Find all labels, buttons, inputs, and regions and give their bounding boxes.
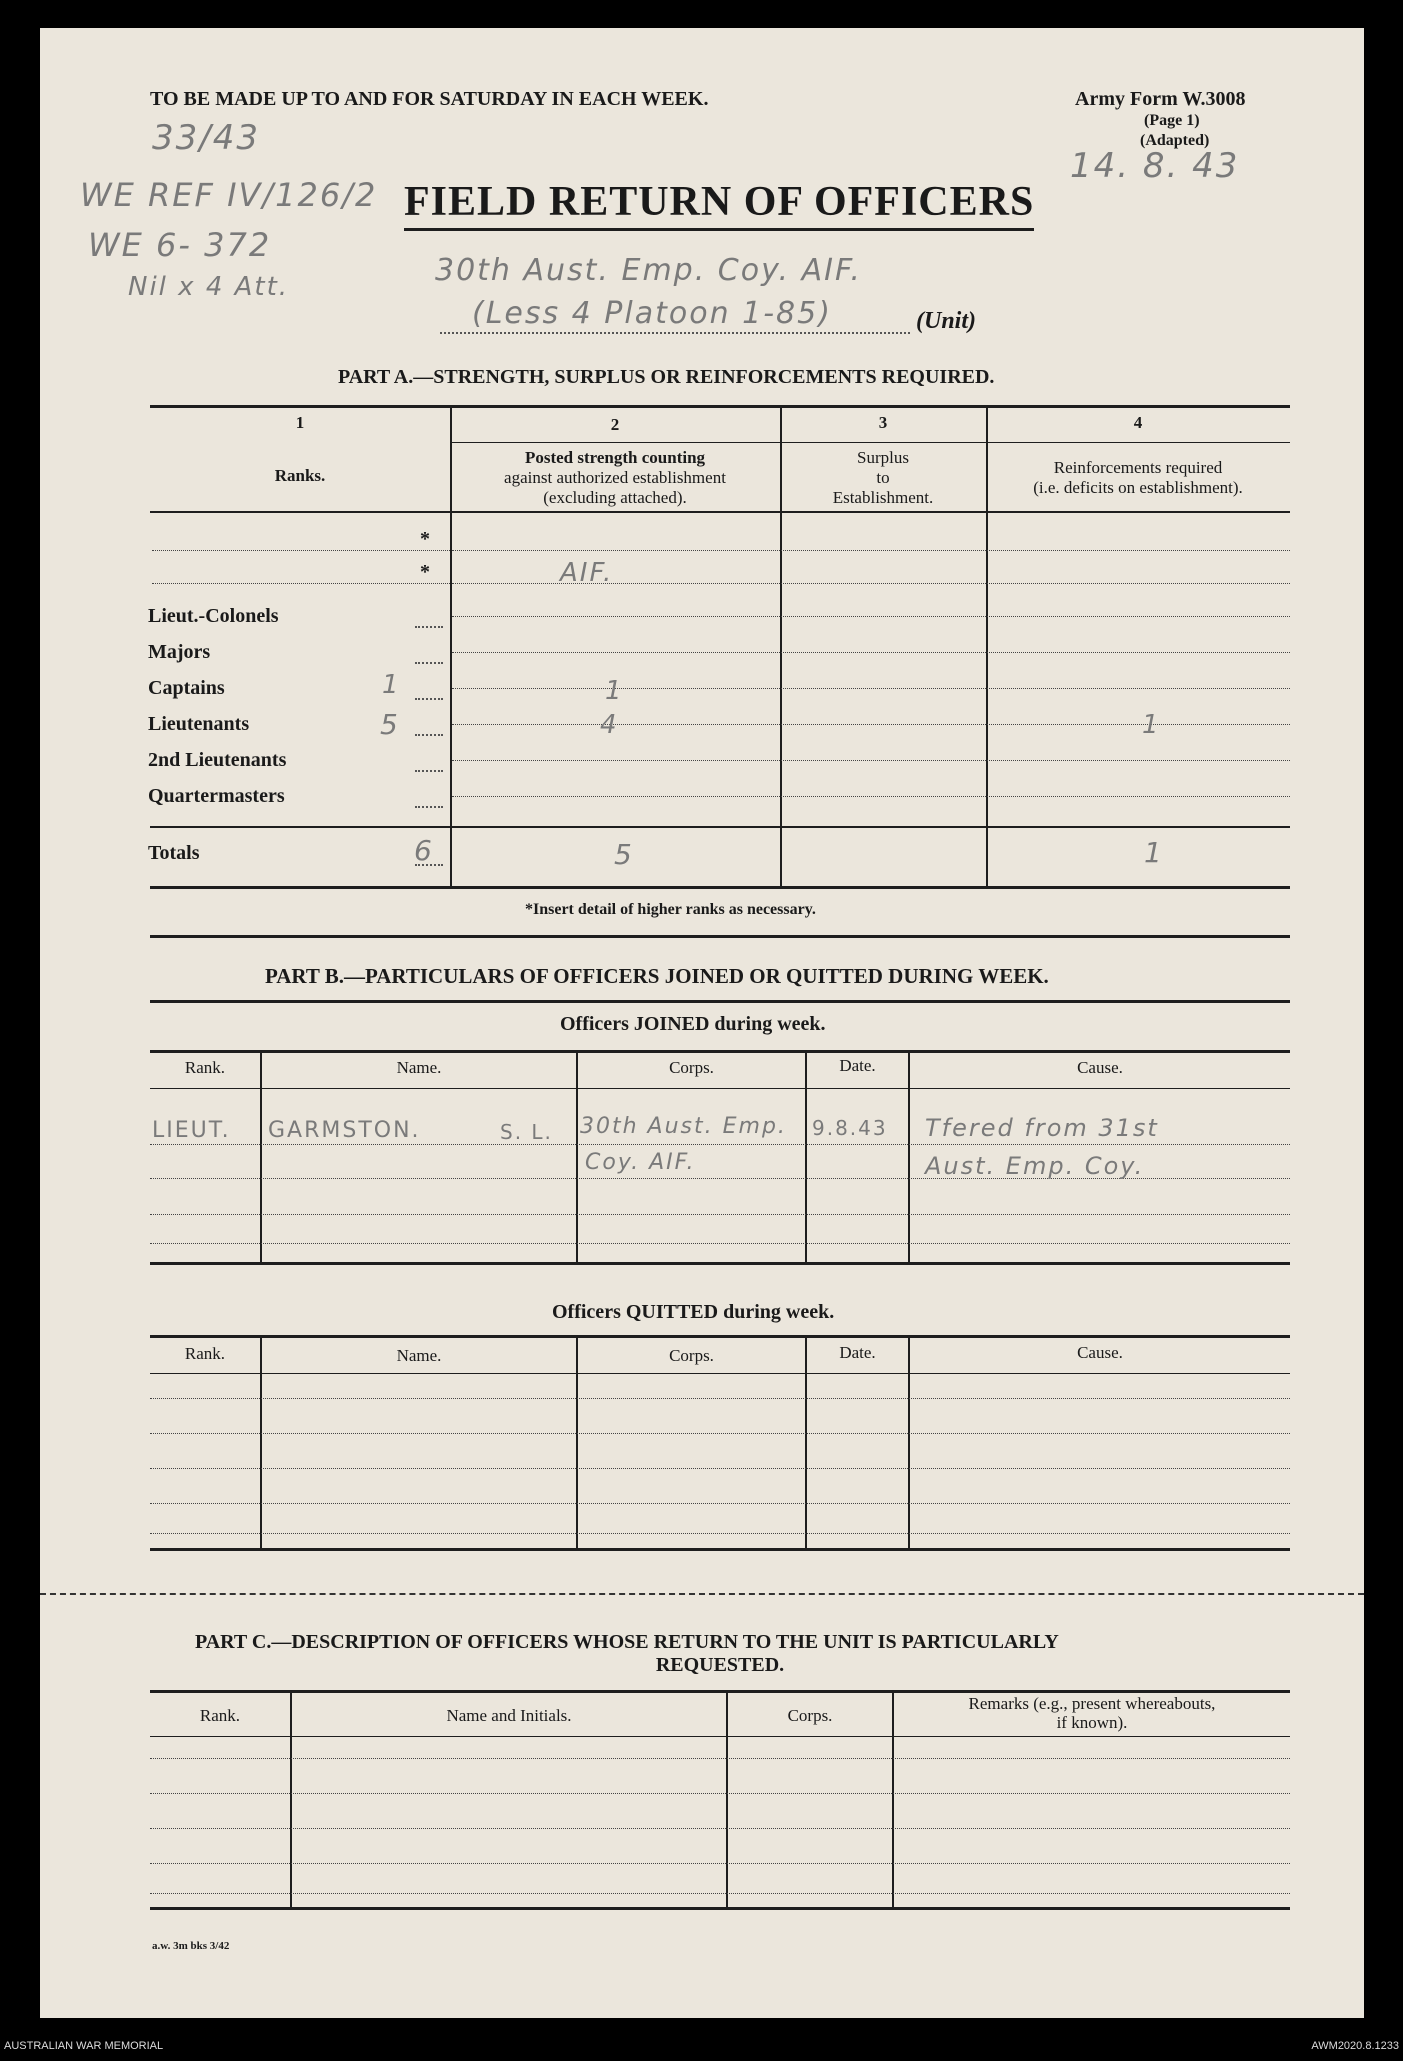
quitted-col-corps: Corps. <box>669 1346 714 1365</box>
grid-line-1 <box>452 550 1290 551</box>
col-surplus-line-1: Surplus <box>857 448 909 467</box>
col-surplus-line-2: to <box>876 468 890 487</box>
totals-est: 6 <box>414 834 434 867</box>
rank-dots-4 <box>415 770 443 772</box>
part-b-top-rule <box>150 1000 1290 1003</box>
part-c-col-name: Name and Initials. <box>446 1706 572 1725</box>
quitted-line-3 <box>150 1468 1290 1469</box>
grid-line-6 <box>452 724 1290 725</box>
totals-rule <box>150 826 1290 828</box>
joined-top-rule <box>150 1050 1290 1053</box>
joined-title: Officers JOINED during week. <box>560 1013 826 1035</box>
joined-col-corps: Corps. <box>669 1058 714 1077</box>
cut-line <box>40 1593 1364 1595</box>
adapted-label: (Adapted) <box>1140 132 1210 149</box>
totals-label: Totals <box>148 842 200 864</box>
remarks-line-2: if known). <box>1056 1713 1128 1732</box>
quitted-top-rule <box>150 1335 1290 1338</box>
col-number-2: 2 <box>610 415 620 434</box>
part-c-line-3 <box>150 1828 1290 1829</box>
joined-col-cause: Cause. <box>1077 1058 1123 1077</box>
col-surplus-header <box>780 448 986 508</box>
grid-line-8 <box>452 796 1290 797</box>
grid-line-3 <box>452 616 1290 617</box>
col-reinf-header <box>986 458 1290 498</box>
joined-line-1 <box>150 1144 1290 1145</box>
printer-mark: a.w. 3m bks 3/42 <box>152 1940 230 1952</box>
col-posted-line-1: Posted strength counting <box>524 448 706 467</box>
quitted-line-1 <box>150 1398 1290 1399</box>
part-c-top-rule <box>150 1690 1290 1693</box>
quitted-header-rule <box>150 1373 1290 1374</box>
quitted-div-4 <box>908 1338 910 1548</box>
joined-corps-line-1: 30th Aust. Emp. <box>580 1114 787 1139</box>
col-reinf-line-1: Reinforcements required <box>1053 458 1223 477</box>
instruction-text: TO BE MADE UP TO AND FOR SATURDAY IN EACH WEEK. <box>150 88 709 110</box>
quitted-line-4 <box>150 1503 1290 1504</box>
joined-line-4 <box>150 1243 1290 1244</box>
rank-dots-5 <box>415 806 443 808</box>
joined-rank-value: LIEUT. <box>152 1118 231 1143</box>
part-c-heading-2: REQUESTED. <box>655 1654 785 1676</box>
joined-line-3 <box>150 1214 1290 1215</box>
part-c-col-rank: Rank. <box>199 1706 241 1725</box>
col-posted-header <box>450 448 780 508</box>
grid-line-5 <box>452 688 1290 689</box>
part-c-heading-1: PART C.—DESCRIPTION OF OFFICERS WHOSE RETURN TO THE UNIT IS PARTICULARLY <box>195 1631 1059 1653</box>
joined-div-3 <box>805 1053 807 1263</box>
rank-captains: Captains <box>148 677 225 699</box>
totals-reinf: 1 <box>1144 836 1164 869</box>
rank-quartermasters: Quartermasters <box>148 785 285 807</box>
unit-dotted-line <box>440 332 910 334</box>
col-ranks-header: Ranks. <box>274 466 326 485</box>
part-a-bottom-rule <box>150 886 1290 889</box>
joined-header-rule <box>150 1088 1290 1089</box>
joined-div-2 <box>576 1053 578 1263</box>
lieutenants-est: 5 <box>380 708 400 741</box>
joined-div-1 <box>260 1053 262 1263</box>
captains-est: 1 <box>382 670 401 700</box>
part-b-heading: PART B.—PARTICULARS OF OFFICERS JOINED OR QUITTED DURING WEEK. <box>265 964 1049 988</box>
captains-posted: 1 <box>605 676 624 706</box>
totals-posted: 5 <box>614 838 634 871</box>
form-title: FIELD RETURN OF OFFICERS <box>404 178 1034 231</box>
joined-cause-line-1: Tfered from 31st <box>925 1114 1159 1142</box>
col-surplus-line-3: Establishment. <box>832 488 934 507</box>
rank-dots-0 <box>415 626 443 628</box>
quitted-div-2 <box>576 1338 578 1548</box>
joined-col-name: Name. <box>396 1058 442 1077</box>
joined-date-value: 9.8.43 <box>812 1116 888 1140</box>
grid-line-2 <box>452 583 1290 584</box>
grid-line-4 <box>452 652 1290 653</box>
col-number-4: 4 <box>1133 413 1143 432</box>
footer-accession: AWM2020.8.1233 <box>1311 2040 1399 2052</box>
star-marker-2: * <box>420 561 430 583</box>
quitted-line-5 <box>150 1533 1290 1534</box>
handwritten-aif: AIF. <box>560 558 614 588</box>
handwritten-ref-1: 33/43 <box>152 118 260 158</box>
joined-col-rank: Rank. <box>184 1058 226 1077</box>
star-row-1-line <box>152 550 450 551</box>
rank-dots-3 <box>415 734 443 736</box>
part-c-col-corps: Corps. <box>787 1706 833 1725</box>
part-c-line-4 <box>150 1863 1290 1864</box>
col-reinf-line-2: (i.e. deficits on establishment). <box>1033 478 1243 497</box>
joined-col-date: Date. <box>839 1056 876 1075</box>
unit-label: (Unit) <box>916 308 976 334</box>
lieutenants-reinf: 1 <box>1142 710 1161 740</box>
rank-dots-2 <box>415 698 443 700</box>
part-c-header-rule <box>150 1736 1290 1737</box>
handwritten-date: 14. 8. 43 <box>1070 146 1240 186</box>
part-a-header-rule <box>150 511 1290 513</box>
lieutenants-posted: 4 <box>600 710 619 740</box>
rank-lieutenants: Lieutenants <box>148 713 250 735</box>
handwritten-ref-4: Nil x 4 Att. <box>128 272 290 302</box>
footer-institution: AUSTRALIAN WAR MEMORIAL <box>4 2040 164 2052</box>
page-number: (Page 1) <box>1144 112 1200 129</box>
quitted-title: Officers QUITTED during week. <box>552 1301 835 1323</box>
star-marker-1: * <box>420 528 430 550</box>
quitted-div-3 <box>805 1338 807 1548</box>
col-number-rule <box>452 442 1290 443</box>
col-posted-line-2: against authorized establishment <box>504 468 726 487</box>
rank-lieut-colonels: Lieut.-Colonels <box>148 605 279 627</box>
col-number-3: 3 <box>878 413 888 432</box>
rank-dots-1 <box>415 662 443 664</box>
part-c-bottom-rule <box>150 1907 1290 1910</box>
quitted-line-2 <box>150 1433 1290 1434</box>
part-a-footnote: *Insert detail of higher ranks as necessary. <box>525 901 816 918</box>
joined-bottom-rule <box>150 1262 1290 1265</box>
col-number-1: 1 <box>295 413 305 432</box>
quitted-bottom-rule <box>150 1548 1290 1551</box>
joined-name-value: GARMSTON. <box>268 1118 421 1143</box>
handwritten-ref-3: WE 6- 372 <box>88 226 272 264</box>
part-c-line-2 <box>150 1793 1290 1794</box>
rank-2nd-lieutenants: 2nd Lieutenants <box>148 749 287 771</box>
star-row-2-line <box>152 583 450 584</box>
joined-initials-value: S. L. <box>500 1120 553 1144</box>
form-number: Army Form W.3008 <box>1075 88 1246 110</box>
form-paper <box>40 28 1364 2018</box>
part-c-line-5 <box>150 1893 1290 1894</box>
handwritten-unit-2: (Less 4 Platoon 1-85) <box>472 296 832 331</box>
rank-majors: Majors <box>148 641 211 663</box>
part-c-line-1 <box>150 1758 1290 1759</box>
quitted-col-name: Name. <box>396 1346 442 1365</box>
part-a-top-rule <box>150 405 1290 408</box>
joined-div-4 <box>908 1053 910 1263</box>
quitted-col-rank: Rank. <box>184 1344 226 1363</box>
quitted-col-date: Date. <box>839 1343 876 1362</box>
handwritten-ref-2: WE REF IV/126/2 <box>80 176 378 214</box>
remarks-line-1: Remarks (e.g., present whereabouts, <box>968 1694 1216 1713</box>
joined-corps-line-2: Coy. AIF. <box>585 1150 696 1175</box>
part-a-heading: PART A.—STRENGTH, SURPLUS OR REINFORCEMENTS REQUIRED. <box>338 366 995 388</box>
col-posted-line-3: (excluding attached). <box>543 488 687 507</box>
handwritten-unit-1: 30th Aust. Emp. Coy. AIF. <box>435 253 862 288</box>
quitted-div-1 <box>260 1338 262 1548</box>
joined-cause-line-2: Aust. Emp. Coy. <box>925 1152 1145 1180</box>
quitted-col-cause: Cause. <box>1077 1343 1123 1362</box>
part-a-end-rule <box>150 935 1290 938</box>
part-c-col-remarks <box>894 1694 1290 1732</box>
grid-line-7 <box>452 760 1290 761</box>
